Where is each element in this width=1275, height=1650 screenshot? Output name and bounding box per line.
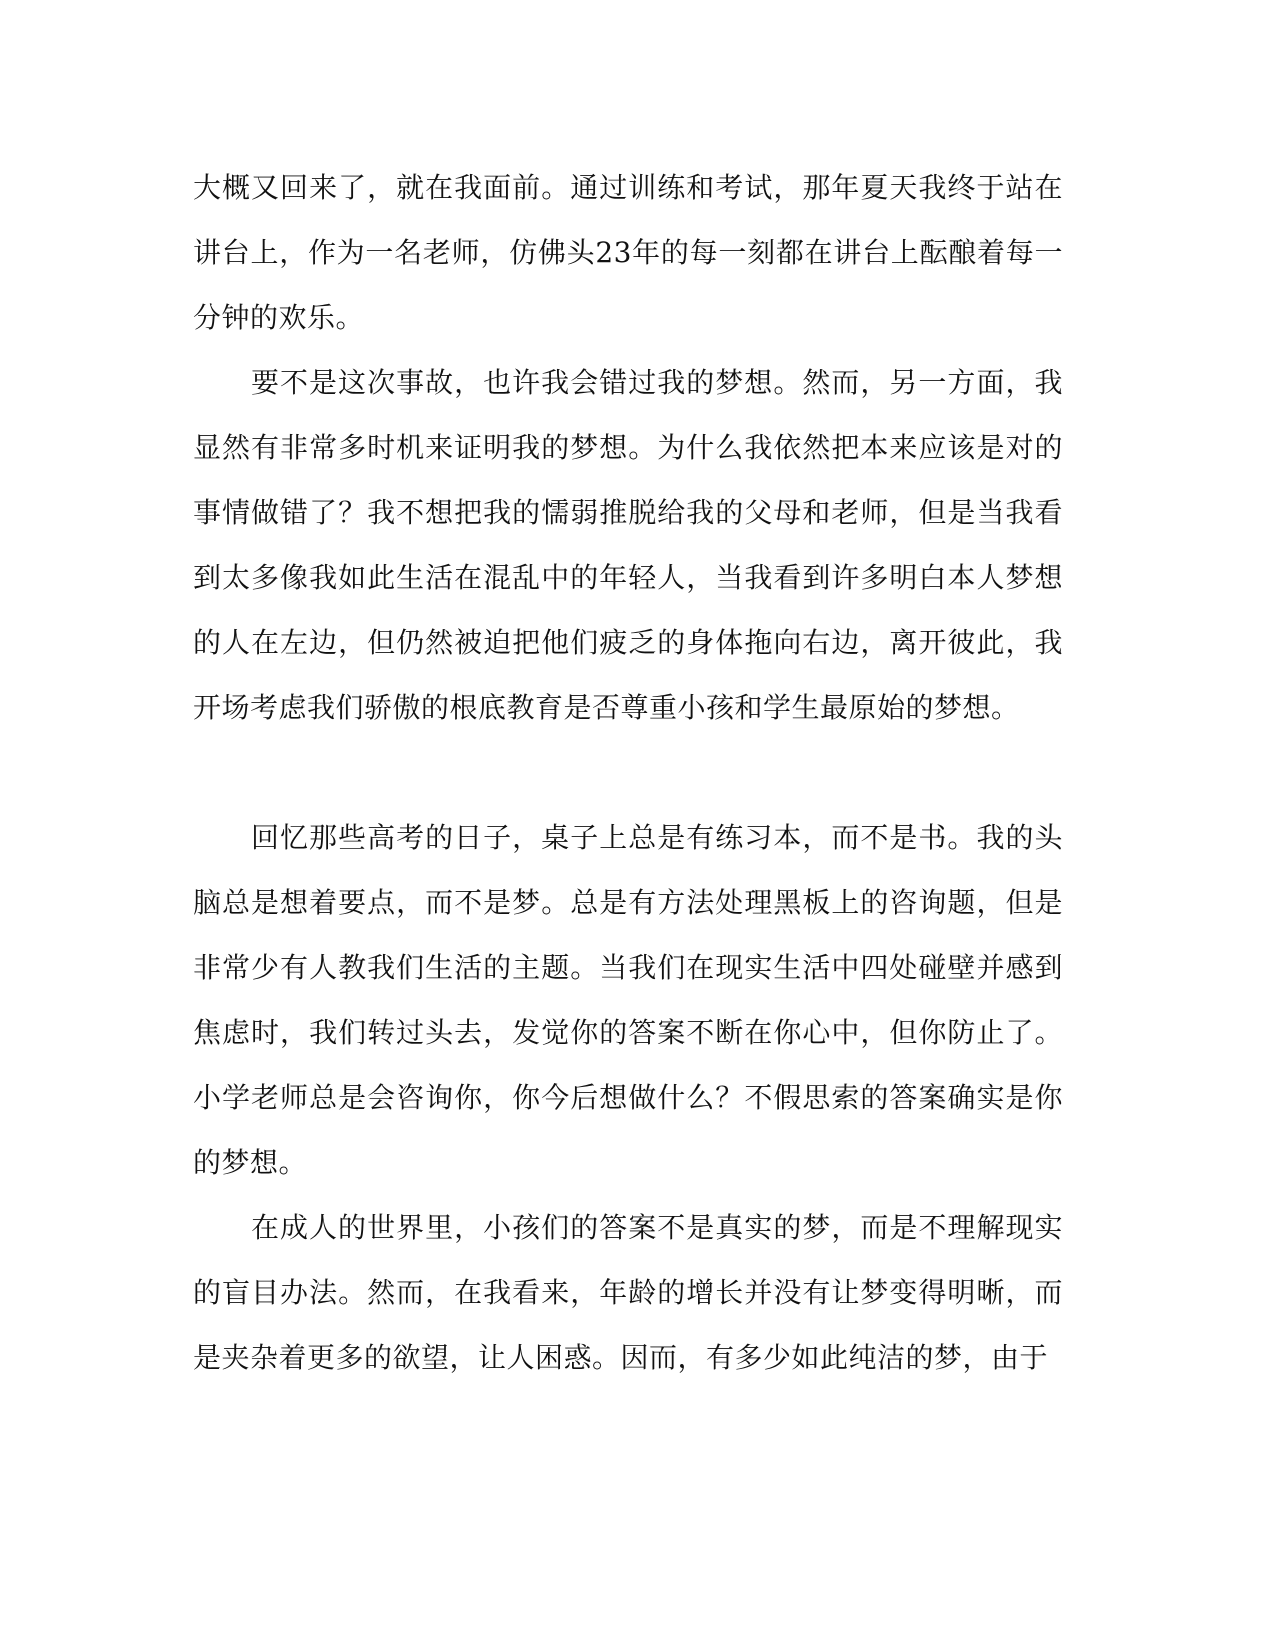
paragraph-2: 要不是这次事故，也许我会错过我的梦想。然而，另一方面，我显然有非常多时机来证明我的梦想。为什么我依然把本来应该是对的事情做错了？我不想把我的懦弱推脱给我的父母和老师，但是当我看到太多像我如此生活在混乱中的年轻人，当我看到许多明白本人梦想的人在左边，但仍然被迫把他们疲乏的身体拖向右边，离开彼此，我开场考虑我们骄傲的根底教育是否尊重小孩和学生最原始的梦想。 <box>193 366 1063 724</box>
paragraph-3: 回忆那些高考的日子，桌子上总是有练习本，而不是书。我的头脑总是想着要点，而不是梦。总是有方法处理黑板上的咨询题，但是非常少有人教我们生活的主题。当我们在现实生活中四处碰壁并感到焦虑时，我们转过头去，发觉你的答案不断在你心中，但你防止了。小学老师总是会咨询你，你今后想做什么？不假思索的答案确实是你的梦想。 <box>193 821 1063 1179</box>
paragraph-1: 大概又回来了，就在我面前。通过训练和考试，那年夏天我终于站在讲台上，作为一名老师，仿佛头23年的每一刻都在讲台上酝酿着每一分钟的欢乐。 <box>193 171 1063 334</box>
paragraph-4: 在成人的世界里，小孩们的答案不是真实的梦，而是不理解现实的盲目办法。然而，在我看来，年龄的增长并没有让梦变得明晰，而是夹杂着更多的欲望，让人困惑。因而，有多少如此纯洁的梦，由于 <box>193 1211 1063 1374</box>
paragraph-spacer <box>193 740 1063 805</box>
text-body <box>193 155 1063 1390</box>
